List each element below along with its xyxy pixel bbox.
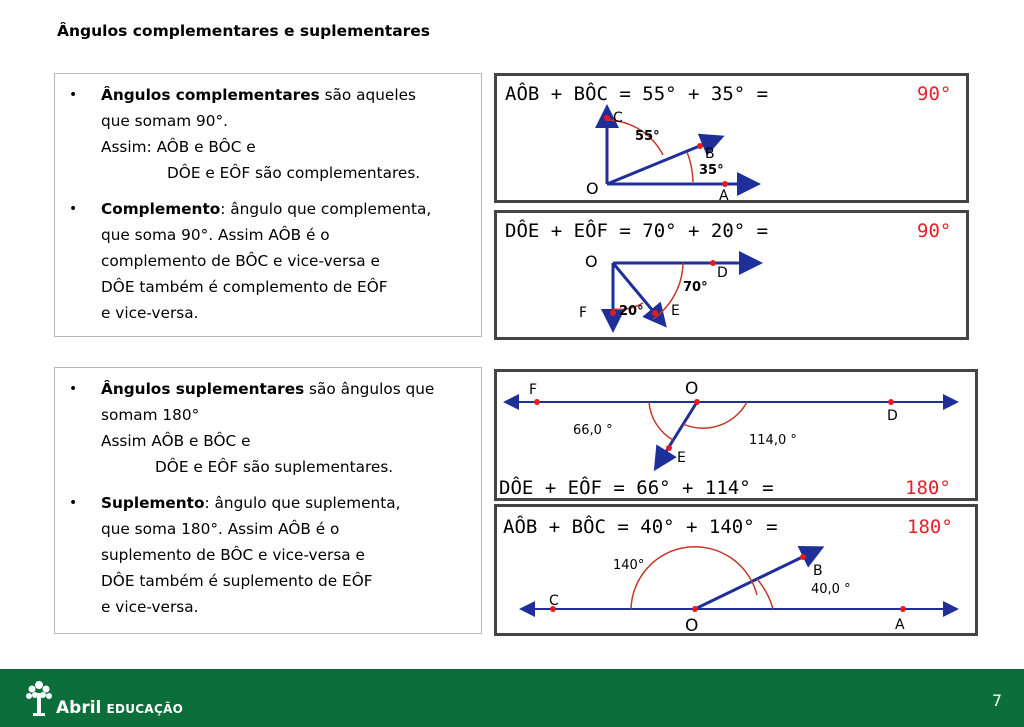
angle-label-40: 40,0 ° [811, 582, 851, 597]
label-e: E [677, 450, 686, 466]
angle-label-140: 140° [613, 558, 645, 573]
figure-supplementary-aob-boc [494, 504, 978, 636]
list-item [55, 490, 481, 620]
equation-result: 180° [907, 516, 953, 538]
bullet-icon: • [69, 381, 78, 397]
point-f [534, 399, 540, 405]
angle-label-70: 70° [683, 280, 708, 295]
arc-114 [683, 402, 747, 428]
bullet-icon: • [69, 87, 78, 103]
arc-40 [757, 579, 773, 609]
text-line: que soma 180°. Assim AÔB é o [101, 520, 340, 538]
text-line: que somam 90°. [101, 112, 229, 130]
abril-logo-text [56, 698, 183, 718]
equation-result: 90° [917, 220, 952, 242]
angle-label-55: 55° [635, 129, 660, 144]
label-b: B [705, 146, 715, 162]
label-b: B [813, 563, 823, 579]
figure-complementary-aob-boc [494, 73, 969, 203]
label-a: A [719, 188, 729, 200]
angle-label-114: 114,0 ° [749, 433, 797, 448]
label-o: O [685, 616, 699, 633]
label-o: O [586, 179, 599, 198]
text-line: complemento de BÔC e vice-versa e [101, 252, 380, 270]
angle-label-66: 66,0 ° [573, 423, 613, 438]
text-line: e vice-versa. [101, 304, 199, 322]
label-a: A [895, 617, 905, 633]
text-line: e vice-versa. [101, 598, 199, 616]
text-line: Assim AÔB e BÔC e [101, 432, 251, 450]
arc-35 [687, 152, 693, 182]
supplementary-text-box [54, 367, 482, 634]
point-d [888, 399, 894, 405]
abril-tree-logo-icon [24, 679, 54, 721]
point-e [652, 310, 658, 316]
point-o [694, 399, 700, 405]
label-o: O [585, 252, 598, 271]
term-text: : ângulo que complementa, [220, 200, 432, 218]
figure-supplementary-doe-eof [494, 369, 978, 501]
text-line: DÔE também é complemento de EÔF [101, 278, 388, 296]
list-item [55, 196, 481, 326]
term-text: são aqueles [319, 86, 416, 104]
text-line: DÔE e EÔF são suplementares. [155, 458, 394, 476]
label-d: D [717, 265, 728, 281]
equation-result: 180° [905, 477, 951, 498]
bullet-icon: • [69, 201, 78, 217]
label-c: C [549, 593, 559, 609]
point-b [697, 143, 703, 149]
text-line: DÔE e EÔF são complementares. [167, 164, 421, 182]
slide-title: Ângulos complementares e suplementares [57, 22, 431, 40]
label-d: D [887, 408, 898, 424]
point-a [722, 181, 728, 187]
term-supplementary: Ângulos suplementares [101, 380, 305, 398]
text-line: que soma 90°. Assim AÔB é o [101, 226, 330, 244]
point-a [900, 606, 906, 612]
label-c: C [613, 110, 623, 126]
point-f [610, 310, 616, 316]
complementary-text-box [54, 73, 482, 337]
label-f: F [529, 382, 538, 398]
point-b [800, 554, 806, 560]
logo-sub: EDUCAÇÃO [106, 702, 184, 716]
point-e [666, 445, 672, 451]
point-o [692, 606, 698, 612]
list-item [55, 376, 481, 480]
text-line: DÔE também é suplemento de EÔF [101, 572, 373, 590]
label-e: E [671, 303, 680, 319]
footer-bar [0, 669, 1024, 727]
label-f: F [579, 305, 588, 321]
arc-140 [631, 547, 757, 609]
term-text: : ângulo que suplementa, [204, 494, 401, 512]
equation-text: DÔE + EÔF = 70° + 20° = [505, 220, 769, 242]
figure-complementary-doe-eof [494, 210, 969, 340]
text-line: suplemento de BÔC e vice-versa e [101, 546, 365, 564]
bullet-icon: • [69, 495, 78, 511]
arc-66 [649, 402, 673, 440]
point-d [710, 260, 716, 266]
angle-label-35: 35° [699, 163, 724, 178]
list-item [55, 82, 481, 186]
equation-result: 90° [917, 83, 952, 105]
logo-brand: Abril [56, 698, 102, 718]
angle-label-20: 20° [619, 304, 644, 319]
equation-text: AÔB + BÔC = 40° + 140° = [503, 516, 778, 538]
label-o: O [685, 379, 699, 399]
term-complementary: Ângulos complementares [101, 86, 320, 104]
term-supplement: Suplemento [101, 494, 205, 512]
spacer [55, 480, 481, 490]
term-text: são ângulos que [304, 380, 435, 398]
equation-text: DÔE + EÔF = 66° + 114° = [499, 477, 774, 498]
point-c [604, 115, 610, 121]
equation-text: AÔB + BÔC = 55° + 35° = [505, 83, 769, 105]
text-line: somam 180° [101, 406, 200, 424]
term-complement: Complemento [101, 200, 221, 218]
text-line: Assim: AÔB e BÔC e [101, 138, 256, 156]
page-number: 7 [991, 691, 1002, 710]
spacer [55, 186, 481, 196]
